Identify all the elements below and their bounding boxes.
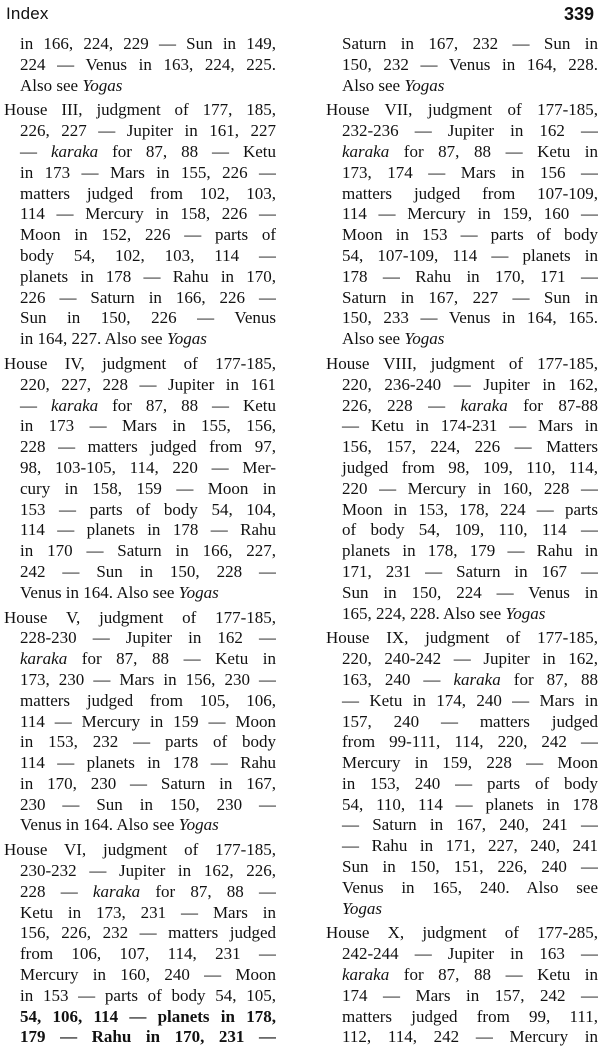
index-entry-line: 230-232 — Jupiter in 162, 226, xyxy=(20,861,276,881)
index-entry-line: 153 — parts of body 54, 104, xyxy=(20,499,276,519)
index-entry-line: — Saturn in 167, 240, 241 — xyxy=(342,815,598,835)
index-entry-line: Ketu in 173, 231 — Mars in xyxy=(20,902,276,922)
index-entry-line: from 99-111, 114, 220, 242 — xyxy=(342,732,598,752)
index-entry-line: 242-244 — Jupiter in 163 — xyxy=(342,944,598,964)
index-term: karaka xyxy=(342,141,390,161)
index-entry-line: 220 — Mercury in 160, 228 — xyxy=(342,478,598,498)
index-entry-line: Moon in 153 — parts of body xyxy=(342,225,598,245)
index-entry-line: planets in 178 — Rahu in 170, xyxy=(20,266,276,286)
index-entry-line: Also see Yogas xyxy=(342,329,445,349)
index-entry-line: 178 — Rahu in 170, 171 — xyxy=(342,266,598,286)
index-entry-line: 114 — Mercury in 159, 160 — xyxy=(342,204,598,224)
index-entry-line: Moon in 152, 226 — parts of xyxy=(20,225,276,245)
index-entry-line: 114 — Mercury in 158, 226 — xyxy=(20,204,276,224)
index-entry-line: 220, 227, 228 — Jupiter in 161 xyxy=(20,374,276,394)
index-entry-line: matters judged from 107-109, xyxy=(342,183,598,203)
index-column-left xyxy=(4,34,276,1048)
index-entry-line: 54, 107-109, 114 — planets in xyxy=(342,245,598,265)
running-head: Index xyxy=(6,4,49,23)
index-entry-line: of body 54, 109, 110, 114 — xyxy=(342,520,598,540)
index-entry-line: 165, 224, 228. Also see Yogas xyxy=(342,603,546,623)
index-entry-line: in 173 — Mars in 155, 226 — xyxy=(20,162,276,182)
index-entry-line: in 173 — Mars in 155, 156, xyxy=(20,416,276,436)
index-entry-line: Venus in 165, 240. Also see xyxy=(342,877,598,897)
index-entry-line: 230 — Sun in 150, 230 — xyxy=(20,794,276,814)
index-entry-heading-line: House VI, judgment of 177-185, xyxy=(4,840,276,860)
index-entry-line: 226 — Saturn in 166, 226 — xyxy=(20,287,276,307)
index-entry-line: 220, 236-240 — Jupiter in 162, xyxy=(342,374,598,394)
index-column-right xyxy=(326,34,598,1048)
index-entry-heading-line: House V, judgment of 177-185, xyxy=(4,607,276,627)
cross-reference-term: Yogas xyxy=(404,75,445,95)
index-entry-line: 156, 157, 224, 226 — Matters xyxy=(342,437,598,457)
index-entry-line: Venus in 164. Also see Yogas xyxy=(20,582,219,602)
index-entry-line: 98, 103-105, 114, 220 — Mer- xyxy=(20,457,276,477)
index-entry-line: Mercury in 159, 228 — Moon xyxy=(342,753,598,773)
index-entry-line: 173, 174 — Mars in 156 — xyxy=(342,162,598,182)
index-entry-line: 54, 106, 114 — planets in 178, xyxy=(20,1006,276,1026)
cross-reference-term: Yogas xyxy=(166,329,207,349)
index-entry-line: Also see Yogas xyxy=(342,75,445,95)
index-entry-line: — Ketu in 174-231 — Mars in xyxy=(342,416,598,436)
index-entry-line: karaka for 87, 88 — Ketu in xyxy=(20,649,276,669)
index-entry-line: 226, 228 — karaka for 87-88 xyxy=(342,395,598,415)
index-entry-line: cury in 158, 159 — Moon in xyxy=(20,478,276,498)
index-entry-line: from 106, 107, 114, 231 — xyxy=(20,944,276,964)
index-entry-line: Saturn in 167, 227 — Sun in xyxy=(342,287,598,307)
index-entry-line: matters judged from 99, 111, xyxy=(342,1006,598,1026)
index-entry-line: in 153, 240 — parts of body xyxy=(342,773,598,793)
cross-reference-term: Yogas xyxy=(404,329,445,349)
index-entry-line: 114 — planets in 178 — Rahu xyxy=(20,753,276,773)
index-entry-line: 232-236 — Jupiter in 162 — xyxy=(342,121,598,141)
index-entry-line xyxy=(326,899,598,920)
index-entry-line: judged from 98, 109, 110, 114, xyxy=(342,457,598,477)
index-entry-line: Also see Yogas xyxy=(20,75,123,95)
index-term: karaka xyxy=(92,881,141,901)
index-entry-line: 114 — planets in 178 — Rahu xyxy=(20,520,276,540)
index-entry-line: 179 — Rahu in 170, 231 — xyxy=(20,1027,276,1047)
index-entry-heading-line: House IV, judgment of 177-185, xyxy=(4,353,276,373)
index-term: karaka xyxy=(460,395,508,415)
index-entry-heading-line: House IX, judgment of 177-185, xyxy=(326,628,598,648)
index-entry-line: karaka for 87, 88 — Ketu in xyxy=(342,965,598,985)
index-term: karaka xyxy=(453,669,501,689)
index-entry-line: Mercury in 160, 240 — Moon xyxy=(20,965,276,985)
index-entry-line: matters judged from 105, 106, xyxy=(20,690,276,710)
index-entry-line: karaka for 87, 88 — Ketu in xyxy=(342,141,598,161)
index-entry-line: Venus in 164. Also see Yogas xyxy=(20,815,219,835)
index-entry-line: — karaka for 87, 88 — Ketu xyxy=(20,141,276,161)
index-entry-line: 150, 233 — Venus in 164, 165. xyxy=(342,308,598,328)
index-entry-heading-line: House X, judgment of 177-285, xyxy=(326,923,598,943)
index-entry-line: Sun in 150, 151, 226, 240 — xyxy=(342,857,598,877)
cross-reference-term: Yogas xyxy=(342,898,383,918)
index-entry-line: 171, 231 — Saturn in 167 — xyxy=(342,561,598,581)
index-entry-line: in 153 — parts of body 54, 105, xyxy=(20,985,276,1005)
index-entry-line: Moon in 153, 178, 224 — parts xyxy=(342,499,598,519)
index-entry-heading-line: House VII, judgment of 177-185, xyxy=(326,100,598,120)
index-entry-line: 228 — karaka for 87, 88 — xyxy=(20,881,276,901)
index-term: karaka xyxy=(50,141,99,161)
cross-reference-term: Yogas xyxy=(82,75,123,95)
index-entry-line: 156, 226, 232 — matters judged xyxy=(20,923,276,943)
index-term: karaka xyxy=(342,965,390,985)
index-entry-line: — Rahu in 171, 227, 240, 241 xyxy=(342,836,598,856)
index-entry-line: in 164, 227. Also see Yogas xyxy=(20,329,207,349)
index-term: karaka xyxy=(50,395,99,415)
index-entry-line: 228 — matters judged from 97, xyxy=(20,437,276,457)
index-entry-line: 228-230 — Jupiter in 162 — xyxy=(20,628,276,648)
index-entry-line: 173, 230 — Mars in 156, 230 — xyxy=(20,669,276,689)
index-entry-heading-line: House III, judgment of 177, 185, xyxy=(4,100,276,120)
index-entry-line: in 170 — Saturn in 166, 227, xyxy=(20,541,276,561)
index-entry-line: Saturn in 167, 232 — Sun in xyxy=(342,34,598,53)
index-entry-line: 224 — Venus in 163, 224, 225. xyxy=(20,54,276,74)
index-entry-line: 242 — Sun in 150, 228 — xyxy=(20,561,276,581)
index-entry-line: matters judged from 102, 103, xyxy=(20,183,276,203)
index-entry-line: in 170, 230 — Saturn in 167, xyxy=(20,773,276,793)
index-entry-line: in 153, 232 — parts of body xyxy=(20,732,276,752)
index-entry-line: 157, 240 — matters judged xyxy=(342,711,598,731)
index-entry-line: — karaka for 87, 88 — Ketu xyxy=(20,395,276,415)
cross-reference-term: Yogas xyxy=(505,603,546,623)
index-entry-line: 54, 110, 114 — planets in 178 xyxy=(342,794,598,814)
index-entry-line: 150, 232 — Venus in 164, 228. xyxy=(342,54,598,74)
cross-reference-term: Yogas xyxy=(178,582,219,602)
index-term: karaka xyxy=(20,649,68,669)
index-entry-line: body 54, 102, 103, 114 — xyxy=(20,245,276,265)
page-number: 339 xyxy=(563,4,594,24)
index-entry-line: planets in 178, 179 — Rahu in xyxy=(342,541,598,561)
index-entry-heading-line: House VIII, judgment of 177-185, xyxy=(326,353,598,373)
index-entry-line: — Ketu in 174, 240 — Mars in xyxy=(342,690,598,710)
index-entry-line: 220, 240-242 — Jupiter in 162, xyxy=(342,649,598,669)
index-entry-line: Sun in 150, 226 — Venus xyxy=(20,308,276,328)
index-entry-line: 112, 114, 242 — Mercury in xyxy=(342,1027,598,1047)
index-entry-line: 163, 240 — karaka for 87, 88 xyxy=(342,669,598,689)
index-entry-line: 174 — Mars in 157, 242 — xyxy=(342,985,598,1005)
index-entry-line: in 166, 224, 229 — Sun in 149, xyxy=(20,34,276,53)
index-entry-line: 226, 227 — Jupiter in 161, 227 xyxy=(20,121,276,141)
index-entry-line: Sun in 150, 224 — Venus in xyxy=(342,582,598,602)
index-entry-line: 114 — Mercury in 159 — Moon xyxy=(20,711,276,731)
cross-reference-term: Yogas xyxy=(178,815,219,835)
